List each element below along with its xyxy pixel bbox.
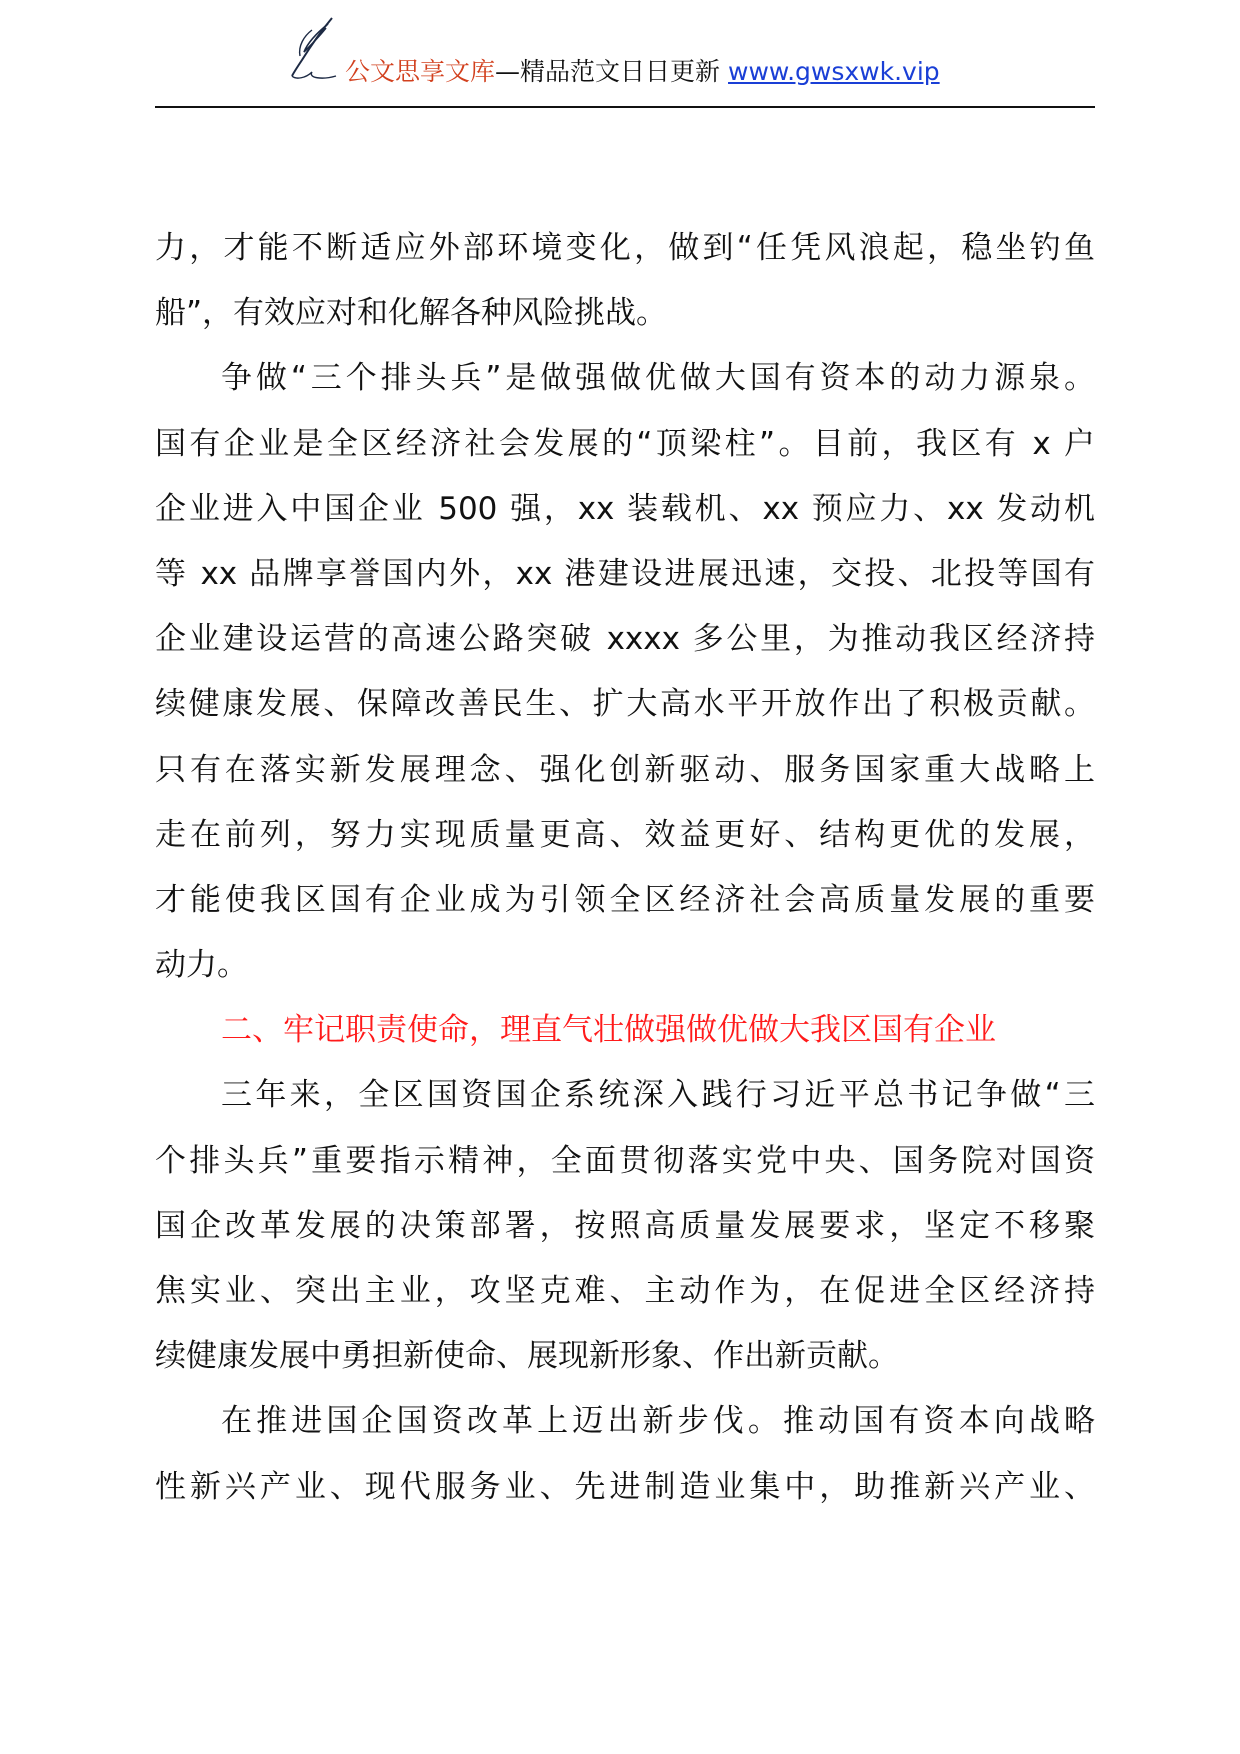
text-line: 动力。 (155, 947, 248, 984)
text-line: 国企改革发展的决策部署，按照高质量发展要求，坚定不移聚 (155, 1207, 1095, 1244)
header-banner (345, 52, 940, 88)
paragraph-start: 争做“三个排头兵”是做强做优做大国有资本的动力源泉。 (221, 360, 1095, 397)
brand-name: 公文思享文库 (345, 57, 496, 86)
header-divider (155, 106, 1095, 108)
text-line: 等 xx 品牌享誉国内外，xx 港建设进展迅速，交投、北投等国有 (155, 555, 1095, 592)
text-line: 续健康发展中勇担新使命、展现新形象、作出新贡献。 (155, 1338, 899, 1375)
text-line: 才能使我区国有企业成为引领全区经济社会高质量发展的重要 (155, 881, 1095, 918)
text-line: 力，才能不断适应外部环境变化，做到“任凭风浪起，稳坐钓鱼 (155, 230, 1095, 266)
text-line: 企业建设运营的高速公路突破 xxxx 多公里，为推动我区经济持 (155, 621, 1095, 658)
text-line: 续健康发展、保障改善民生、扩大高水平开放作出了积极贡献。 (155, 686, 1095, 723)
document-body (155, 216, 1095, 1520)
quill-pen-logo-icon (282, 16, 340, 82)
text-line: 焦实业、突出主业，攻坚克难、主动作为，在促进全区经济持 (155, 1273, 1095, 1309)
text-line: 国有企业是全区经济社会发展的“顶梁柱”。目前，我区有 x 户 (155, 425, 1095, 462)
text-line: 性新兴产业、现代服务业、先进制造业集中，助推新兴产业、 (155, 1468, 1095, 1505)
paragraph-start: 三年来，全区国资国企系统深入践行习近平总书记争做“三 (221, 1077, 1095, 1114)
text-line: 走在前列，努力实现质量更高、效益更好、结构更优的发展， (155, 816, 1095, 853)
text-line: 个排头兵”重要指示精神，全面贯彻落实党中央、国务院对国资 (155, 1142, 1095, 1179)
text-line: 只有在落实新发展理念、强化创新驱动、服务国家重大战略上 (155, 751, 1095, 788)
text-line: 企业进入中国企业 500 强，xx 装载机、xx 预应力、xx 发动机 (155, 490, 1095, 527)
tagline: —精品范文日日更新 (495, 57, 721, 86)
site-link[interactable]: www.gwsxwk.vip (728, 57, 940, 86)
paragraph-start: 在推进国企国资改革上迈出新步伐。推动国有资本向战略 (221, 1403, 1095, 1440)
section-heading: 二、牢记职责使命，理直气壮做强做优做大我区国有企业 (221, 1012, 996, 1049)
page-header (0, 0, 1240, 108)
text-line: 船”，有效应对和化解各种风险挑战。 (155, 295, 668, 332)
